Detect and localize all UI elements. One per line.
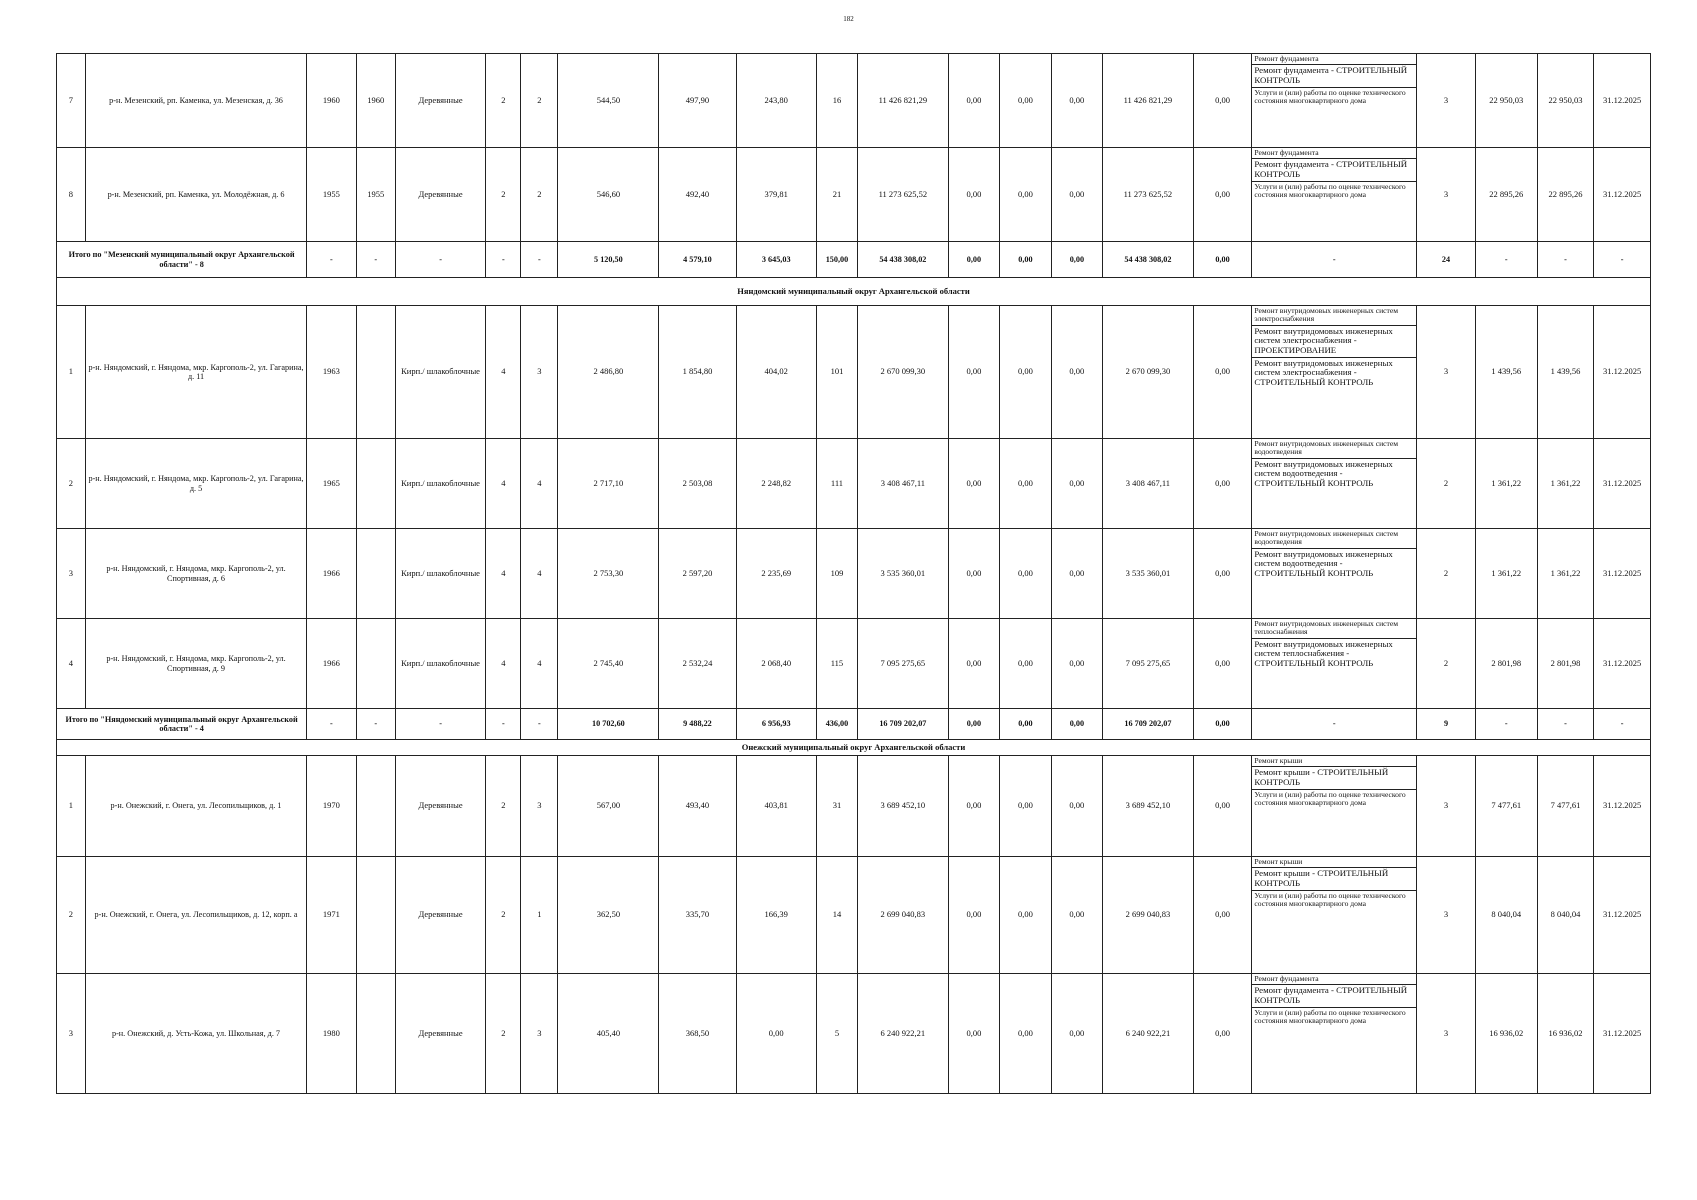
year-commissioning-cell xyxy=(356,619,395,709)
year-built-cell: 1970 xyxy=(307,756,356,857)
unit-cost-cell: - xyxy=(1475,709,1537,740)
wall-material-cell: Деревянные xyxy=(395,148,486,242)
works-list xyxy=(1252,529,1416,580)
works-cell xyxy=(1252,756,1417,857)
area-living-cell: 4 579,10 xyxy=(659,242,736,278)
work-item: Ремонт внутридомовых инженерных систем водоотведения - СТРОИТЕЛЬНЫЙ КОНТРОЛЬ xyxy=(1254,548,1393,579)
row-number: 4 xyxy=(57,619,86,709)
cost-other-cell: 0,00 xyxy=(1193,619,1252,709)
year-built-cell: 1966 xyxy=(307,619,356,709)
cost-owners-cell: 11 426 821,29 xyxy=(1103,54,1194,148)
works-list xyxy=(1252,54,1416,106)
cost-other-cell: 0,00 xyxy=(1193,439,1252,529)
wall-material-cell: Деревянные xyxy=(395,974,486,1094)
row-number: 3 xyxy=(57,529,86,619)
work-item: Ремонт внутридомовых инженерных систем водоотведения xyxy=(1252,439,1416,459)
wall-material-cell: Кирп./ шлакоблочные xyxy=(395,439,486,529)
works-list xyxy=(1252,974,1416,1026)
cost-budget-local-cell: 0,00 xyxy=(1051,857,1102,974)
cost-budget-region-cell: 0,00 xyxy=(1000,857,1051,974)
cost-budget-local-cell: 0,00 xyxy=(1051,756,1102,857)
cost-total-cell: 3 408 467,11 xyxy=(858,439,949,529)
year-commissioning-cell xyxy=(356,306,395,439)
cost-owners-cell: 2 699 040,83 xyxy=(1103,857,1194,974)
unit-cost-cell: 16 936,02 xyxy=(1475,974,1537,1094)
address-cell: р-н. Няндомский, г. Няндома, мкр. Каргополь-2, ул. Спортивная, д. 9 xyxy=(85,619,306,709)
work-item: Ремонт крыши - СТРОИТЕЛЬНЫЙ КОНТРОЛЬ xyxy=(1252,767,1416,789)
cost-budget-region-cell: 0,00 xyxy=(1000,756,1051,857)
deadline-cell: 31.12.2025 xyxy=(1594,529,1651,619)
area-total-cell: 10 702,60 xyxy=(558,709,659,740)
work-item: Ремонт фундамента - СТРОИТЕЛЬНЫЙ КОНТРОЛЬ xyxy=(1252,159,1416,181)
cost-budget-local-cell: 0,00 xyxy=(1051,974,1102,1094)
cost-budget-local-cell: 0,00 xyxy=(1051,709,1102,740)
residents-cell: 101 xyxy=(816,306,857,439)
works-count-cell: 2 xyxy=(1417,619,1476,709)
works-list xyxy=(1252,306,1416,389)
area-living-cell: 2 532,24 xyxy=(659,619,736,709)
area-residential-cell: 243,80 xyxy=(736,54,816,148)
total-label: Итого по "Мезенский муниципальный округ Архангельской области" - 8 xyxy=(57,242,307,278)
address-cell: р-н. Мезенский, рп. Каменка, ул. Мезенская, д. 36 xyxy=(85,54,306,148)
year-built-cell: 1955 xyxy=(307,148,356,242)
entrances-cell: 3 xyxy=(521,756,558,857)
area-residential-cell: 2 235,69 xyxy=(736,529,816,619)
work-item: Ремонт внутридомовых инженерных систем теплоснабжения xyxy=(1252,619,1416,639)
cost-budget-region-cell: 0,00 xyxy=(1000,54,1051,148)
area-residential-cell: 166,39 xyxy=(736,857,816,974)
works-cell xyxy=(1252,857,1417,974)
cost-other-cell: 0,00 xyxy=(1193,54,1252,148)
table-row xyxy=(57,306,1651,439)
address-cell: р-н. Няндомский, г. Няндома, мкр. Каргополь-2, ул. Гагарина, д. 11 xyxy=(85,306,306,439)
floors-cell: 2 xyxy=(486,974,521,1094)
year-commissioning-cell xyxy=(356,756,395,857)
capital-repair-table xyxy=(56,53,1651,1094)
table-row xyxy=(57,756,1651,857)
section-title: Онежский муниципальный округ Архангельской области xyxy=(57,740,1651,756)
max-unit-cost-cell: 22 950,03 xyxy=(1537,54,1594,148)
residents-cell: 436,00 xyxy=(816,709,857,740)
works-cell xyxy=(1252,306,1417,439)
max-unit-cost-cell: 1 361,22 xyxy=(1537,439,1594,529)
area-residential-cell: 379,81 xyxy=(736,148,816,242)
year-commissioning-cell: - xyxy=(356,242,395,278)
residents-cell: 16 xyxy=(816,54,857,148)
cost-other-cell: 0,00 xyxy=(1193,756,1252,857)
cost-total-cell: 3 535 360,01 xyxy=(858,529,949,619)
work-item: Ремонт внутридомовых инженерных систем водоотведения - СТРОИТЕЛЬНЫЙ КОНТРОЛЬ xyxy=(1254,458,1393,489)
area-total-cell: 2 717,10 xyxy=(558,439,659,529)
floors-cell: 2 xyxy=(486,54,521,148)
year-commissioning-cell: 1955 xyxy=(356,148,395,242)
year-commissioning-cell xyxy=(356,529,395,619)
residents-cell: 111 xyxy=(816,439,857,529)
cost-owners-cell: 6 240 922,21 xyxy=(1103,974,1194,1094)
year-commissioning-cell xyxy=(356,974,395,1094)
cost-budget-region-cell: 0,00 xyxy=(1000,242,1051,278)
works-cell xyxy=(1252,54,1417,148)
unit-cost-cell: 22 950,03 xyxy=(1475,54,1537,148)
total-row xyxy=(57,242,1651,278)
table-row xyxy=(57,439,1651,529)
area-living-cell: 493,40 xyxy=(659,756,736,857)
work-item: Ремонт внутридомовых инженерных систем водоотведения xyxy=(1252,529,1416,549)
work-item: Ремонт внутридомовых инженерных систем электроснабжения - СТРОИТЕЛЬНЫЙ КОНТРОЛЬ xyxy=(1254,357,1393,388)
cost-budget-local-cell: 0,00 xyxy=(1051,54,1102,148)
page-number: 182 xyxy=(843,15,854,23)
works-count-cell: 24 xyxy=(1417,242,1476,278)
max-unit-cost-cell: 1 439,56 xyxy=(1537,306,1594,439)
cost-other-cell: 0,00 xyxy=(1193,709,1252,740)
deadline-cell: 31.12.2025 xyxy=(1594,54,1651,148)
deadline-cell: 31.12.2025 xyxy=(1594,148,1651,242)
row-number: 7 xyxy=(57,54,86,148)
deadline-cell: 31.12.2025 xyxy=(1594,857,1651,974)
cost-other-cell: 0,00 xyxy=(1193,242,1252,278)
entrances-cell: - xyxy=(521,242,558,278)
max-unit-cost-cell: 16 936,02 xyxy=(1537,974,1594,1094)
cost-fund-cell: 0,00 xyxy=(948,709,999,740)
entrances-cell: 2 xyxy=(521,148,558,242)
works-cell xyxy=(1252,148,1417,242)
cost-budget-region-cell: 0,00 xyxy=(1000,974,1051,1094)
wall-material-cell: Деревянные xyxy=(395,54,486,148)
table-row xyxy=(57,54,1651,148)
work-item: Услуги и (или) работы по оценке технического состояния многоквартирного дома xyxy=(1254,789,1406,808)
entrances-cell: 4 xyxy=(521,529,558,619)
cost-total-cell: 11 273 625,52 xyxy=(858,148,949,242)
area-total-cell: 2 486,80 xyxy=(558,306,659,439)
max-unit-cost-cell: 2 801,98 xyxy=(1537,619,1594,709)
address-cell: р-н. Мезенский, рп. Каменка, ул. Молодёжная, д. 6 xyxy=(85,148,306,242)
cost-owners-cell: 54 438 308,02 xyxy=(1103,242,1194,278)
cost-owners-cell: 2 670 099,30 xyxy=(1103,306,1194,439)
unit-cost-cell: 22 895,26 xyxy=(1475,148,1537,242)
residents-cell: 14 xyxy=(816,857,857,974)
area-total-cell: 546,60 xyxy=(558,148,659,242)
area-total-cell: 405,40 xyxy=(558,974,659,1094)
max-unit-cost-cell: 22 895,26 xyxy=(1537,148,1594,242)
year-built-cell: 1965 xyxy=(307,439,356,529)
floors-cell: 2 xyxy=(486,756,521,857)
cost-other-cell: 0,00 xyxy=(1193,529,1252,619)
year-built-cell: 1960 xyxy=(307,54,356,148)
area-residential-cell: 403,81 xyxy=(736,756,816,857)
work-item: Ремонт фундамента xyxy=(1252,54,1416,65)
work-item: Услуги и (или) работы по оценке технического состояния многоквартирного дома xyxy=(1254,1007,1406,1026)
year-built-cell: 1980 xyxy=(307,974,356,1094)
area-living-cell: 2 597,20 xyxy=(659,529,736,619)
deadline-cell: 31.12.2025 xyxy=(1594,756,1651,857)
works-list xyxy=(1252,619,1416,670)
works-count-cell: 3 xyxy=(1417,857,1476,974)
unit-cost-cell: 1 361,22 xyxy=(1475,439,1537,529)
cost-budget-local-cell: 0,00 xyxy=(1051,529,1102,619)
work-item: Ремонт фундамента - СТРОИТЕЛЬНЫЙ КОНТРОЛЬ xyxy=(1252,65,1416,87)
cost-fund-cell: 0,00 xyxy=(948,857,999,974)
row-number: 1 xyxy=(57,306,86,439)
unit-cost-cell: 1 439,56 xyxy=(1475,306,1537,439)
area-total-cell: 567,00 xyxy=(558,756,659,857)
max-unit-cost-cell: - xyxy=(1537,242,1594,278)
wall-material-cell: - xyxy=(395,242,486,278)
cost-budget-local-cell: 0,00 xyxy=(1051,148,1102,242)
work-item: Ремонт фундамента xyxy=(1252,148,1416,159)
floors-cell: 4 xyxy=(486,439,521,529)
works-list xyxy=(1252,148,1416,200)
cost-fund-cell: 0,00 xyxy=(948,974,999,1094)
floors-cell: 4 xyxy=(486,619,521,709)
area-total-cell: 5 120,50 xyxy=(558,242,659,278)
cost-fund-cell: 0,00 xyxy=(948,148,999,242)
cost-total-cell: 11 426 821,29 xyxy=(858,54,949,148)
cost-owners-cell: 7 095 275,65 xyxy=(1103,619,1194,709)
work-item: Ремонт фундамента - СТРОИТЕЛЬНЫЙ КОНТРОЛЬ xyxy=(1252,985,1416,1007)
total-row xyxy=(57,709,1651,740)
cost-fund-cell: 0,00 xyxy=(948,529,999,619)
table-row xyxy=(57,529,1651,619)
max-unit-cost-cell: 7 477,61 xyxy=(1537,756,1594,857)
work-item: Ремонт внутридомовых инженерных систем электроснабжения xyxy=(1252,306,1416,326)
works-count-cell: 3 xyxy=(1417,148,1476,242)
cost-total-cell: 16 709 202,07 xyxy=(858,709,949,740)
entrances-cell: 2 xyxy=(521,54,558,148)
cost-budget-local-cell: 0,00 xyxy=(1051,242,1102,278)
cost-owners-cell: 16 709 202,07 xyxy=(1103,709,1194,740)
work-item: Ремонт крыши - СТРОИТЕЛЬНЫЙ КОНТРОЛЬ xyxy=(1252,868,1416,890)
unit-cost-cell: 2 801,98 xyxy=(1475,619,1537,709)
row-number: 3 xyxy=(57,974,86,1094)
cost-budget-region-cell: 0,00 xyxy=(1000,439,1051,529)
cost-owners-cell: 3 689 452,10 xyxy=(1103,756,1194,857)
deadline-cell: 31.12.2025 xyxy=(1594,439,1651,529)
works-count-cell: 2 xyxy=(1417,529,1476,619)
deadline-cell: - xyxy=(1594,709,1651,740)
works-count-cell: 3 xyxy=(1417,974,1476,1094)
entrances-cell: 3 xyxy=(521,974,558,1094)
area-total-cell: 544,50 xyxy=(558,54,659,148)
residents-cell: 115 xyxy=(816,619,857,709)
section-header-row xyxy=(57,740,1651,756)
area-living-cell: 492,40 xyxy=(659,148,736,242)
unit-cost-cell: 1 361,22 xyxy=(1475,529,1537,619)
area-living-cell: 335,70 xyxy=(659,857,736,974)
floors-cell: 2 xyxy=(486,857,521,974)
year-built-cell: - xyxy=(307,242,356,278)
works-cell xyxy=(1252,619,1417,709)
work-item: Услуги и (или) работы по оценке технического состояния многоквартирного дома xyxy=(1254,890,1406,909)
residents-cell: 31 xyxy=(816,756,857,857)
cost-fund-cell: 0,00 xyxy=(948,306,999,439)
area-residential-cell: 2 248,82 xyxy=(736,439,816,529)
cost-owners-cell: 3 408 467,11 xyxy=(1103,439,1194,529)
floors-cell: 4 xyxy=(486,529,521,619)
deadline-cell: 31.12.2025 xyxy=(1594,974,1651,1094)
row-number: 1 xyxy=(57,756,86,857)
works-count-cell: 9 xyxy=(1417,709,1476,740)
cost-fund-cell: 0,00 xyxy=(948,242,999,278)
section-title: Няндомский муниципальный округ Архангельской области xyxy=(57,278,1651,306)
area-living-cell: 9 488,22 xyxy=(659,709,736,740)
wall-material-cell: Деревянные xyxy=(395,857,486,974)
table-row xyxy=(57,857,1651,974)
year-commissioning-cell xyxy=(356,439,395,529)
unit-cost-cell: - xyxy=(1475,242,1537,278)
entrances-cell: 1 xyxy=(521,857,558,974)
cost-budget-region-cell: 0,00 xyxy=(1000,306,1051,439)
address-cell: р-н. Няндомский, г. Няндома, мкр. Каргополь-2, ул. Гагарина, д. 5 xyxy=(85,439,306,529)
works-list xyxy=(1252,756,1416,808)
area-residential-cell: 0,00 xyxy=(736,974,816,1094)
address-cell: р-н. Онежский, г. Онега, ул. Лесопильщиков, д. 12, корп. а xyxy=(85,857,306,974)
max-unit-cost-cell: - xyxy=(1537,709,1594,740)
cost-budget-local-cell: 0,00 xyxy=(1051,619,1102,709)
area-residential-cell: 2 068,40 xyxy=(736,619,816,709)
works-count-cell: 2 xyxy=(1417,439,1476,529)
cost-total-cell: 2 670 099,30 xyxy=(858,306,949,439)
works-list xyxy=(1252,439,1416,490)
residents-cell: 5 xyxy=(816,974,857,1094)
wall-material-cell: - xyxy=(395,709,486,740)
area-total-cell: 2 753,30 xyxy=(558,529,659,619)
work-item: Ремонт внутридомовых инженерных систем электроснабжения - ПРОЕКТИРОВАНИЕ xyxy=(1252,326,1416,358)
works-cell xyxy=(1252,439,1417,529)
table-row xyxy=(57,619,1651,709)
entrances-cell: 4 xyxy=(521,619,558,709)
work-item: Услуги и (или) работы по оценке технического состояния многоквартирного дома xyxy=(1254,87,1406,106)
floors-cell: 2 xyxy=(486,148,521,242)
row-number: 2 xyxy=(57,439,86,529)
unit-cost-cell: 7 477,61 xyxy=(1475,756,1537,857)
floors-cell: - xyxy=(486,709,521,740)
area-residential-cell: 6 956,93 xyxy=(736,709,816,740)
max-unit-cost-cell: 1 361,22 xyxy=(1537,529,1594,619)
area-living-cell: 1 854,80 xyxy=(659,306,736,439)
year-commissioning-cell: - xyxy=(356,709,395,740)
work-item: Ремонт крыши xyxy=(1252,756,1416,767)
area-living-cell: 368,50 xyxy=(659,974,736,1094)
entrances-cell: 3 xyxy=(521,306,558,439)
cost-other-cell: 0,00 xyxy=(1193,974,1252,1094)
works-cell: - xyxy=(1252,242,1417,278)
deadline-cell: 31.12.2025 xyxy=(1594,306,1651,439)
row-number: 2 xyxy=(57,857,86,974)
cost-fund-cell: 0,00 xyxy=(948,439,999,529)
cost-total-cell: 6 240 922,21 xyxy=(858,974,949,1094)
year-commissioning-cell xyxy=(356,857,395,974)
year-built-cell: 1971 xyxy=(307,857,356,974)
unit-cost-cell: 8 040,04 xyxy=(1475,857,1537,974)
works-cell: - xyxy=(1252,709,1417,740)
cost-budget-local-cell: 0,00 xyxy=(1051,306,1102,439)
table-row xyxy=(57,974,1651,1094)
cost-total-cell: 2 699 040,83 xyxy=(858,857,949,974)
entrances-cell: 4 xyxy=(521,439,558,529)
cost-budget-local-cell: 0,00 xyxy=(1051,439,1102,529)
area-total-cell: 2 745,40 xyxy=(558,619,659,709)
work-item: Ремонт внутридомовых инженерных систем теплоснабжения - СТРОИТЕЛЬНЫЙ КОНТРОЛЬ xyxy=(1254,638,1393,669)
total-label: Итого по "Няндомский муниципальный округ Архангельской области" - 4 xyxy=(57,709,307,740)
wall-material-cell: Кирп./ шлакоблочные xyxy=(395,529,486,619)
deadline-cell: 31.12.2025 xyxy=(1594,619,1651,709)
works-count-cell: 3 xyxy=(1417,306,1476,439)
cost-other-cell: 0,00 xyxy=(1193,148,1252,242)
work-item: Ремонт крыши xyxy=(1252,857,1416,868)
address-cell: р-н. Онежский, г. Онега, ул. Лесопильщиков, д. 1 xyxy=(85,756,306,857)
works-cell xyxy=(1252,974,1417,1094)
cost-fund-cell: 0,00 xyxy=(948,619,999,709)
cost-owners-cell: 11 273 625,52 xyxy=(1103,148,1194,242)
section-header-row xyxy=(57,278,1651,306)
works-count-cell: 3 xyxy=(1417,756,1476,857)
works-list xyxy=(1252,857,1416,909)
year-built-cell: 1966 xyxy=(307,529,356,619)
address-cell: р-н. Онежский, д. Усть-Кожа, ул. Школьная, д. 7 xyxy=(85,974,306,1094)
cost-fund-cell: 0,00 xyxy=(948,756,999,857)
residents-cell: 150,00 xyxy=(816,242,857,278)
year-built-cell: 1963 xyxy=(307,306,356,439)
cost-budget-region-cell: 0,00 xyxy=(1000,709,1051,740)
area-residential-cell: 3 645,03 xyxy=(736,242,816,278)
floors-cell: 4 xyxy=(486,306,521,439)
wall-material-cell: Кирп./ шлакоблочные xyxy=(395,306,486,439)
year-built-cell: - xyxy=(307,709,356,740)
cost-owners-cell: 3 535 360,01 xyxy=(1103,529,1194,619)
wall-material-cell: Деревянные xyxy=(395,756,486,857)
residents-cell: 21 xyxy=(816,148,857,242)
max-unit-cost-cell: 8 040,04 xyxy=(1537,857,1594,974)
work-item: Ремонт фундамента xyxy=(1252,974,1416,985)
cost-total-cell: 54 438 308,02 xyxy=(858,242,949,278)
address-cell: р-н. Няндомский, г. Няндома, мкр. Каргополь-2, ул. Спортивная, д. 6 xyxy=(85,529,306,619)
area-living-cell: 497,90 xyxy=(659,54,736,148)
cost-other-cell: 0,00 xyxy=(1193,857,1252,974)
cost-total-cell: 3 689 452,10 xyxy=(858,756,949,857)
cost-budget-region-cell: 0,00 xyxy=(1000,529,1051,619)
cost-total-cell: 7 095 275,65 xyxy=(858,619,949,709)
table-row xyxy=(57,148,1651,242)
area-residential-cell: 404,02 xyxy=(736,306,816,439)
cost-budget-region-cell: 0,00 xyxy=(1000,148,1051,242)
floors-cell: - xyxy=(486,242,521,278)
area-total-cell: 362,50 xyxy=(558,857,659,974)
cost-budget-region-cell: 0,00 xyxy=(1000,619,1051,709)
works-cell xyxy=(1252,529,1417,619)
deadline-cell: - xyxy=(1594,242,1651,278)
work-item: Услуги и (или) работы по оценке технического состояния многоквартирного дома xyxy=(1254,181,1406,200)
row-number: 8 xyxy=(57,148,86,242)
year-commissioning-cell: 1960 xyxy=(356,54,395,148)
wall-material-cell: Кирп./ шлакоблочные xyxy=(395,619,486,709)
area-living-cell: 2 503,08 xyxy=(659,439,736,529)
cost-other-cell: 0,00 xyxy=(1193,306,1252,439)
entrances-cell: - xyxy=(521,709,558,740)
cost-fund-cell: 0,00 xyxy=(948,54,999,148)
works-count-cell: 3 xyxy=(1417,54,1476,148)
residents-cell: 109 xyxy=(816,529,857,619)
